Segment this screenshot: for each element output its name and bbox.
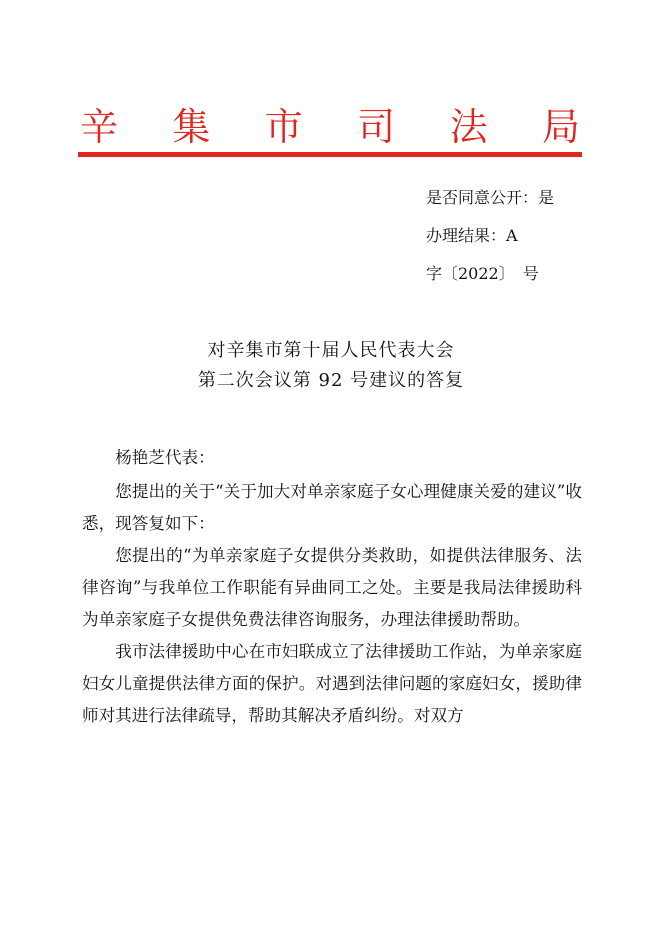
header-divider — [78, 152, 582, 157]
body-paragraph: 您提出的“为单亲家庭子女提供分类救助，如提供法律服务、法律咨询”与我单位工作职能有异曲同工之处。主要是我局法律援助科为单亲家庭子女提供免费法律咨询服务，办理法律援助帮助。 — [82, 546, 582, 629]
body-paragraph: 我市法律援助中心在市妇联成立了法律援助工作站，为单亲家庭妇女儿童提供法律方面的保护。对遇到法律问题的家庭妇女，援助律师对其进行法律疏导，帮助其解决矛盾纠纷。对双方 — [82, 642, 582, 725]
salutation: 杨艳芝代表： — [115, 448, 215, 467]
document-title — [80, 336, 582, 396]
org-title-char: 局 — [541, 105, 580, 149]
org-title-char: 法 — [449, 105, 488, 149]
org-title-char: 市 — [264, 105, 303, 149]
document-body — [82, 442, 582, 732]
document-number: 字〔2022〕 号 — [426, 264, 539, 283]
document-title-line1: 对辛集市第十届人民代表大会 — [207, 340, 455, 361]
body-paragraph: 您提出的关于“关于加大对单亲家庭子女心理健康关爱的建议”收悉，现答复如下： — [82, 482, 582, 533]
org-title-char: 辛 — [80, 105, 119, 149]
document-title-line2: 第二次会议第 92 号建议的答复 — [197, 370, 465, 391]
disclosure-status: 是否同意公开：是 — [426, 188, 555, 207]
org-title-char: 司 — [357, 105, 396, 149]
handling-result: 办理结果：A — [426, 226, 518, 245]
document-meta — [426, 186, 646, 300]
org-title — [80, 104, 580, 150]
org-title-char: 集 — [172, 105, 211, 149]
